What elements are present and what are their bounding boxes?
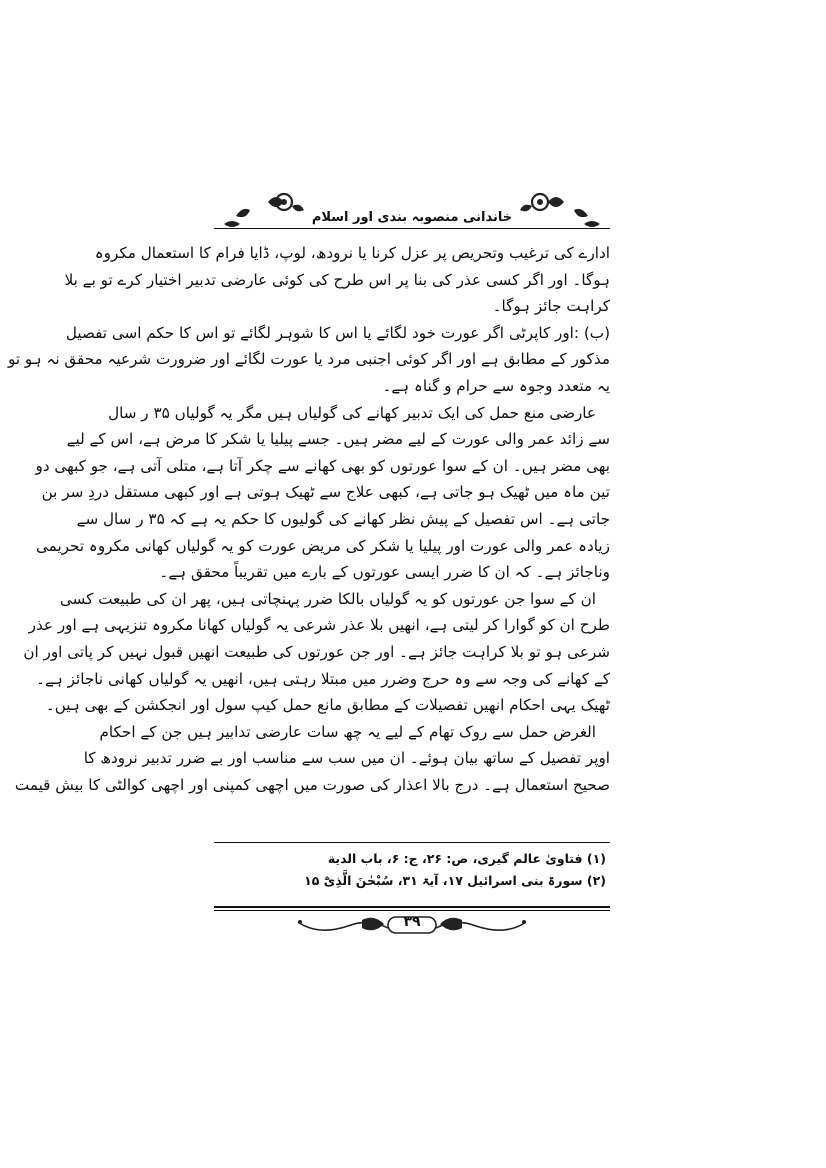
body-line: تین ماہ میں ٹھیک ہو جاتی ہے، کبھی علاج سے ٹھیک ہوتی ہے اور کبھی مستقل دردِ سر بن — [41, 483, 610, 502]
header-title: خاندانی منصوبہ بندی اور اسلام — [311, 210, 513, 225]
body-line: سے زائد عمر والی عورت کے لیے مضر ہیں۔ جسے پیلیا یا شکر کا مرض ہے، اس کے لیے — [66, 430, 610, 449]
running-header — [214, 188, 610, 240]
body-line: عارضی منع حمل کی ایک تدبیر کھانے کی گولیاں ہیں مگر یہ گولیاں ۳۵ ر سال — [108, 403, 596, 422]
page-number: ۳۹ — [403, 914, 421, 930]
header-rule — [214, 228, 610, 229]
body-line: یہ متعدد وجوہ سے حرام و گناہ ہے۔ — [382, 376, 610, 395]
body-line: الغرض حمل سے روک تھام کے لیے یہ چھ سات عارضی تدابیر ہیں جن کے احکام — [99, 722, 596, 741]
body-line: جاتی ہے۔ اس تفصیل کے پیش نظر کھانے کی گولیوں کا حکم یہ ہے کہ ۳۵ ر سال سے — [76, 509, 610, 528]
body-line: (ب) :اور کاپرٹی اگر عورت خود لگائے یا اس کا شوہر لگائے تو اس کا حکم اسی تفصیل — [65, 323, 610, 342]
header-ornament-left-icon — [214, 186, 306, 232]
body-line: طرح ان کو گوارا کر لیتی ہے، انھیں بلا عذر شرعی یہ گولیاں کھانا مکروہ تنزیہی ہے اور عذر — [28, 616, 610, 635]
body-line: مذکور کے مطابق ہے اور اگر کوئی اجنبی مرد یا عورت لگائے اور ضرورت شرعیہ محقق نہ ہو تو — [7, 350, 610, 369]
page-footer — [214, 902, 610, 958]
header-ornament-right-icon — [518, 186, 610, 232]
body-line: زیادہ عمر والی عورت اور پیلیا یا شکر کی مریض عورت کو یہ گولیاں کھانی مکروہ تحریمی — [36, 536, 610, 555]
body-line: ادارے کی ترغیب وتحریص پر عزل کرنا یا نرودھ، لوپ، ڈایا فرام کا استعمال مکروہ — [94, 244, 610, 262]
footer-rule — [214, 906, 610, 908]
footnote-item: (۱) فتاویٰ عالم گیری، ص: ۲۶، ج: ۶، باب الدیة — [327, 851, 606, 866]
footer-rule-thin — [214, 910, 610, 911]
footnote-item: (۲) سورۃ بنی اسرائیل ۱۷، آیۃ ۳۱، سُبْحٰنَ الَّذِیْٓ ۱۵ — [304, 873, 606, 888]
body-line: ٹھیک یہی احکام انھیں تفصیلات کے مطابق مانع حمل کیپ سول اور انجکشن کے بھی ہیں۔ — [45, 696, 610, 715]
footnotes — [214, 848, 610, 892]
body-line: ان کے سوا جن عورتوں کو یہ گولیاں بالکا ضرر پہنچاتی ہیں، پھر ان کی طبیعت کسی — [59, 589, 596, 608]
body-text — [7, 240, 610, 842]
body-line: وناجائز ہے۔ کہ ان کا ضرر ایسی عورتوں کے بارے میں تقریباً محقق ہے۔ — [159, 563, 610, 582]
footnote-rule — [214, 842, 610, 843]
body-line: اوپر تفصیل کے ساتھ بیان ہوئے۔ ان میں سب سے مناسب اور بے ضرر تدبیر نرودھ کا — [83, 749, 610, 768]
body-line: کے کھانے کی وجہ سے وہ حرج وضرر میں مبتلا رہتی ہیں، انھیں یہ گولیاں کھانی ناجائز ہے۔ — [36, 669, 610, 688]
body-line: ہوگا۔ اور اگر کسی عذر کی بنا پر اس طرح کی کوئی عارضی تدبیر اختیار کرے تو بے بلا — [64, 270, 610, 289]
body-line: بھی مضر ہیں۔ ان کے سوا عورتوں کو بھی کھانے سے چکر آتا ہے، متلی آتی ہے، جو کبھی دو — [35, 456, 610, 475]
body-line: صحیح استعمال ہے۔ درج بالا اعذار کی صورت میں اچھی کمپنی اور اچھی کوالٹی کا بیش قیمت — [14, 775, 610, 794]
page — [7, 188, 610, 958]
body-line: شرعی ہو تو بلا کراہت جائز ہے۔ اور جن عورتوں کی طبیعت انھیں قبول نہیں کر پاتی اور ان — [23, 642, 610, 661]
body-line: کراہت جائز ہوگا۔ — [492, 297, 610, 316]
